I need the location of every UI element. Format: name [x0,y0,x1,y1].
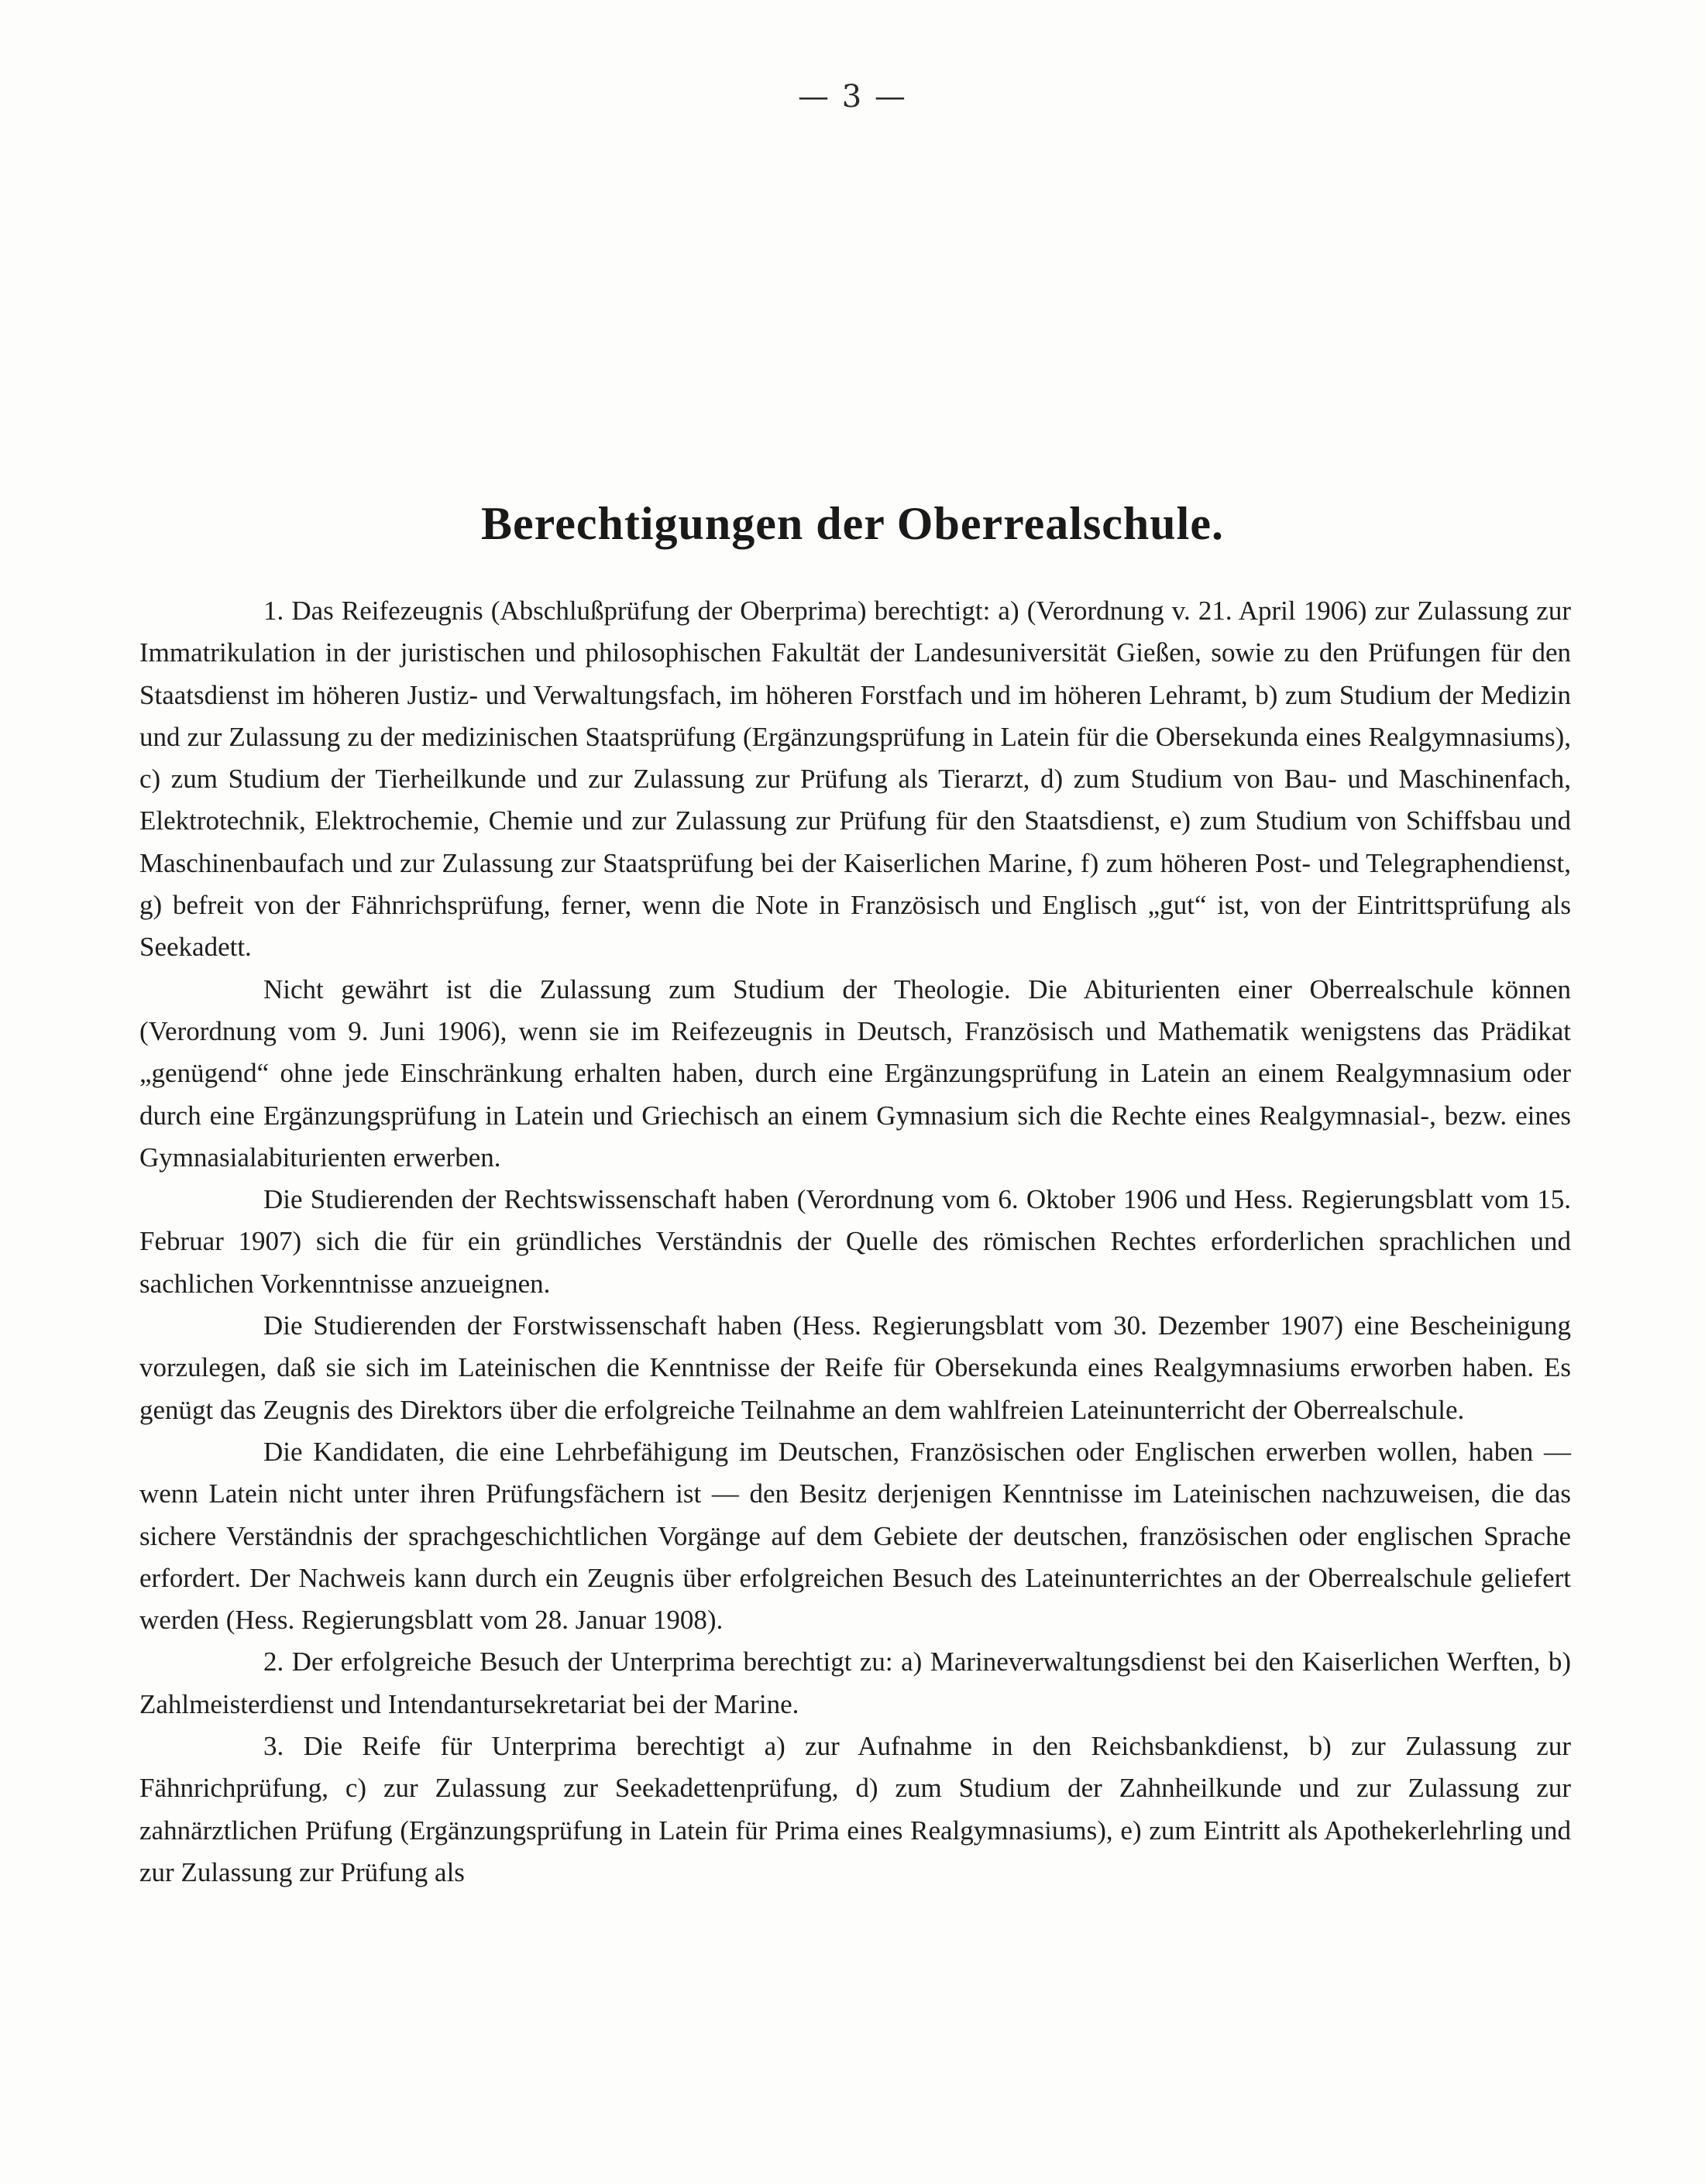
paragraph-theologie: Nicht gewährt ist die Zulassung zum Studium der Theologie. Die Abiturienten einer Oberrealschule können (Verordnung vom 9. Juni 1906), wenn sie im Reifezeugnis in Deutsch, Französisch und Mathematik wenigstens das Prädikat „genügend“ ohne jede Einschränkung erhalten haben, durch eine Ergänzungsprüfung in Latein an einem Realgymnasium oder durch eine Ergänzungsprüfung in Latein und Griechisch an einem Gymnasium sich die Rechte eines Realgymnasial-, bezw. eines Gymnasialabiturienten erwerben. [139,974,1571,1173]
paragraph-lehrbefaehigung: Die Kandidaten, die eine Lehrbefähigung im Deutschen, Französischen oder Englischen erwerben wollen, haben — wenn Latein nicht unter ihren Prüfungsfächern ist — den Besitz derjenigen Kenntnisse im Lateinischen nachzuweisen, die das sichere Verständnis der sprachgeschichtlichen Vorgänge auf dem Gebiete der deutschen, französischen oder englischen Sprache erfordert. Der Nachweis kann durch ein Zeugnis über erfolgreichen Besuch des Lateinunterrichtes an der Oberrealschule geliefert werden (Hess. Regierungsblatt vom 28. Januar 1908). [139,1436,1571,1636]
paragraph-unterprima-besuch: 2. Der erfolgreiche Besuch der Unterprima berechtigt zu: a) Marineverwaltungsdienst bei den Kaiserlichen Werften, b) Zahlmeisterdienst und Intendantursekretariat bei der Marine. [139,1647,1571,1719]
section-heading: Berechtigungen der Oberrealschule. [481,498,1224,549]
paragraph-forstwissenschaft: Die Studierenden der Forstwissenschaft haben (Hess. Regierungsblatt vom 30. Dezember 1907) eine Bescheinigung vorzulegen, daß sie sich im Lateinischen die Kenntnisse der Reife für Obersekunda eines Realgymnasiums erworben haben. Es genügt das Zeugnis des Direktors über die erfolgreiche Teilnahme an dem wahlfreien Lateinunterricht der Oberrealschule. [139,1310,1571,1425]
body-text [139,590,1571,1894]
paragraph-reifezeugnis: 1. Das Reifezeugnis (Abschlußprüfung der Oberprima) berechtigt: a) (Verordnung v. 21. April 1906) zur Zulassung zur Immatrikulation in der juristischen und philosophischen Fakultät der Landesuniversität Gießen, sowie zu den Prüfungen für den Staatsdienst im höheren Justiz- und Verwaltungsfach, im höheren Forstfach und im höheren Lehramt, b) zum Studium der Medizin und zur Zulassung zu der medizinischen Staatsprüfung (Ergänzungsprüfung in Latein für die Obersekunda eines Realgymnasiums), c) zum Studium der Tierheilkunde und zur Zulassung zur Prüfung als Tierarzt, d) zum Studium von Bau- und Maschinenfach, Elektrotechnik, Elektrochemie, Chemie und zur Zulassung zur Prüfung für den Staatsdienst, e) zum Studium von Schiffsbau und Maschinenbaufach und zur Zulassung zur Staatsprüfung bei der Kaiserlichen Marine, f) zum höheren Post- und Telegraphendienst, g) befreit von der Fähnrichsprüfung, ferner, wenn die Note in Französisch und Englisch „gut“ ist, von der Eintrittsprüfung als Seekadett. [139,596,1571,963]
paragraph-unterprima-reife: 3. Die Reife für Unterprima berechtigt a) zur Aufnahme in den Reichsbankdienst, b) zur Zulassung zur Fähnrichprüfung, c) zur Zulassung zur Seekadettenprüfung, d) zum Studium der Zahnheilkunde und zur Zulassung zur zahnärztlichen Prüfung (Ergänzungsprüfung in Latein für Prima eines Realgymnasiums), e) zum Eintritt als Apothekerlehrling und zur Zulassung zur Prüfung als [139,1731,1571,1887]
paragraph-rechtswissenschaft: Die Studierenden der Rechtswissenschaft haben (Verordnung vom 6. Oktober 1906 und Hess. Regierungsblatt vom 15. Februar 1907) sich die für ein gründliches Verständnis der Quelle des römischen Rechtes erforderlichen sprachlichen und sachlichen Vorkenntnisse anzueignen. [139,1184,1571,1299]
page-number: — 3 — [798,79,907,115]
